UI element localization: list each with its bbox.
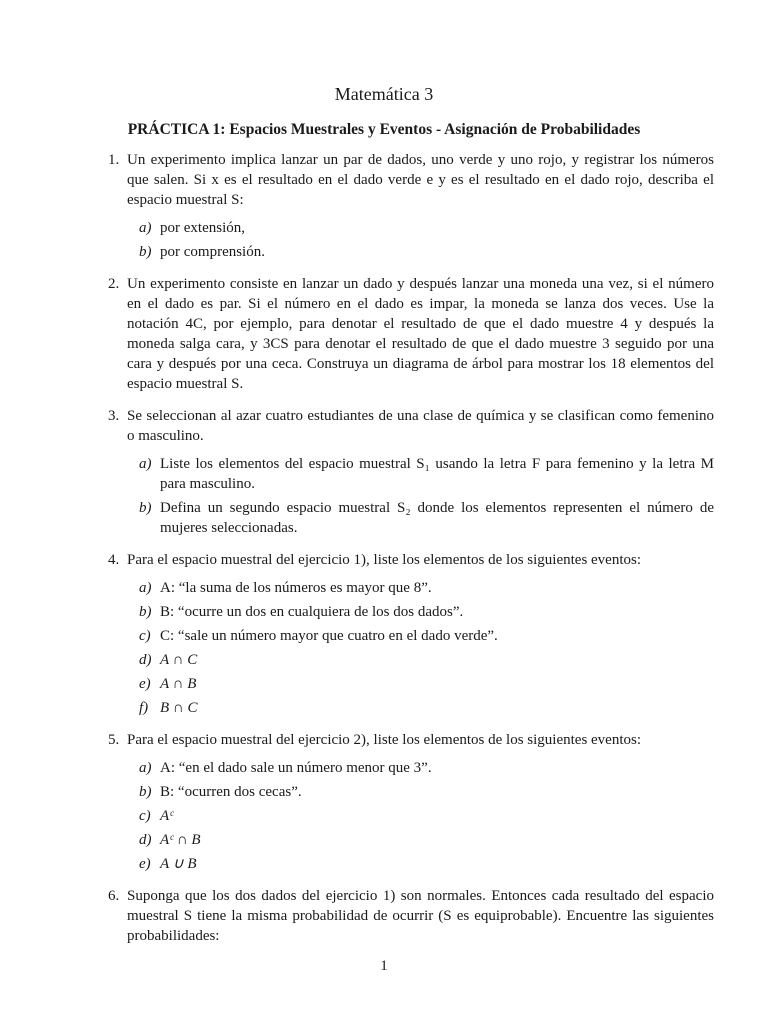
exercise-5: [108, 730, 714, 874]
subitem-text: A: “en el dado sale un número menor que 3”.: [160, 760, 432, 776]
subitem-text: B: “ocurre un dos en cualquiera de los dos dados”.: [160, 604, 464, 620]
exercise-4: [108, 550, 714, 718]
subitem-label: b): [139, 244, 152, 260]
exercise-number: 1.: [108, 152, 120, 168]
subitem-label: b): [139, 604, 152, 620]
subitem-label: a): [139, 220, 152, 236]
list-item: [127, 782, 714, 802]
list-item: [127, 854, 714, 874]
page-number: 1: [380, 958, 388, 974]
list-item: [127, 498, 714, 538]
subitem-list: [127, 454, 714, 538]
exercise-number: 2.: [108, 276, 120, 292]
list-item: [127, 218, 714, 238]
exercise-1: [108, 150, 714, 262]
list-item: [127, 674, 714, 694]
exercise-number: 3.: [108, 408, 120, 424]
subitem-label: d): [139, 832, 152, 848]
exercise-text: Para el espacio muestral del ejercicio 1), liste los elementos de los siguientes eventos:: [127, 552, 642, 568]
exercise-text: Un experimento consiste en lanzar un dado y después lanzar una moneda una vez, si el número en el dado es par. Si el número en el dado es impar, la moneda se lanza dos veces. Use la notación 4C, por ejemplo, para denotar el resultado de que el dado muestre 4 y después la moneda salga cara, y 3CS para denotar el resultado de que el dado muestre 3 seguido por una cara y después por una ceca. Construya un diagrama de árbol para mostrar los 18 elementos del espacio muestral S.: [127, 276, 714, 392]
exercise-number: 6.: [108, 888, 120, 904]
list-item: [127, 650, 714, 670]
subitem-label: e): [139, 856, 151, 872]
subitem-text: Defina un segundo espacio muestral S₂ donde los elementos representen el número de mujeres seleccionadas.: [160, 500, 714, 536]
subitem-label: c): [139, 628, 151, 644]
subitem-list: [127, 218, 714, 262]
list-item: [127, 758, 714, 778]
subitem-list: [127, 578, 714, 718]
exercise-2: [108, 274, 714, 394]
subitem-text: C: “sale un número mayor que cuatro en el dado verde”.: [160, 628, 498, 644]
list-item: [127, 454, 714, 494]
list-item: [127, 806, 714, 826]
subitem-text: B: “ocurren dos cecas”.: [160, 784, 302, 800]
list-item: [127, 602, 714, 622]
exercise-number: 4.: [108, 552, 120, 568]
list-item: [127, 698, 714, 718]
exercise-6: [108, 886, 714, 946]
subitem-text: por comprensión.: [160, 244, 265, 260]
subitem-label: b): [139, 784, 152, 800]
exercise-text: Se seleccionan al azar cuatro estudiantes de una clase de química y se clasifican como femenino o masculino.: [127, 408, 714, 444]
subitem-text: A ∩ B: [160, 676, 197, 692]
subitem-list: [127, 758, 714, 874]
subitem-label: e): [139, 676, 151, 692]
subitem-label: a): [139, 580, 152, 596]
subitem-text: Aᶜ: [160, 808, 174, 824]
list-item: [127, 830, 714, 850]
subitem-label: f): [139, 700, 149, 716]
subitem-text: Aᶜ ∩ B: [160, 832, 201, 848]
subitem-text: A: “la suma de los números es mayor que 8”.: [160, 580, 432, 596]
exercise-number: 5.: [108, 732, 120, 748]
subitem-text: A ∩ C: [160, 652, 198, 668]
list-item: [127, 578, 714, 598]
subitem-label: d): [139, 652, 152, 668]
subitem-text: por extensión,: [160, 220, 245, 236]
subitem-label: a): [139, 456, 152, 472]
exercise-text: Para el espacio muestral del ejercicio 2), liste los elementos de los siguientes eventos:: [127, 732, 642, 748]
subitem-label: b): [139, 500, 152, 516]
list-item: [127, 626, 714, 646]
subitem-text: B ∩ C: [160, 700, 198, 716]
subitem-label: c): [139, 808, 151, 824]
document-title: Matemática 3: [334, 84, 434, 104]
exercise-list: [108, 150, 714, 958]
list-item: [127, 242, 714, 262]
subitem-label: a): [139, 760, 152, 776]
subitem-text: Liste los elementos del espacio muestral S₁ usando la letra F para femenino y la letra M para masculino.: [160, 456, 714, 492]
subitem-text: A ∪ B: [160, 856, 197, 872]
exercise-3: [108, 406, 714, 538]
exercise-text: Un experimento implica lanzar un par de dados, uno verde y uno rojo, y registrar los números que salen. Si x es el resultado en el dado verde e y es el resultado en el dado rojo, describa el espacio muestral S:: [127, 152, 714, 208]
exercise-text: Suponga que los dos dados del ejercicio 1) son normales. Entonces cada resultado del espacio muestral S tiene la misma probabilidad de ocurrir (S es equiprobable). Encuentre las siguientes probabilidades:: [127, 888, 714, 944]
document-subtitle: PRÁCTICA 1: Espacios Muestrales y Eventos - Asignación de Probabilidades: [127, 121, 641, 138]
